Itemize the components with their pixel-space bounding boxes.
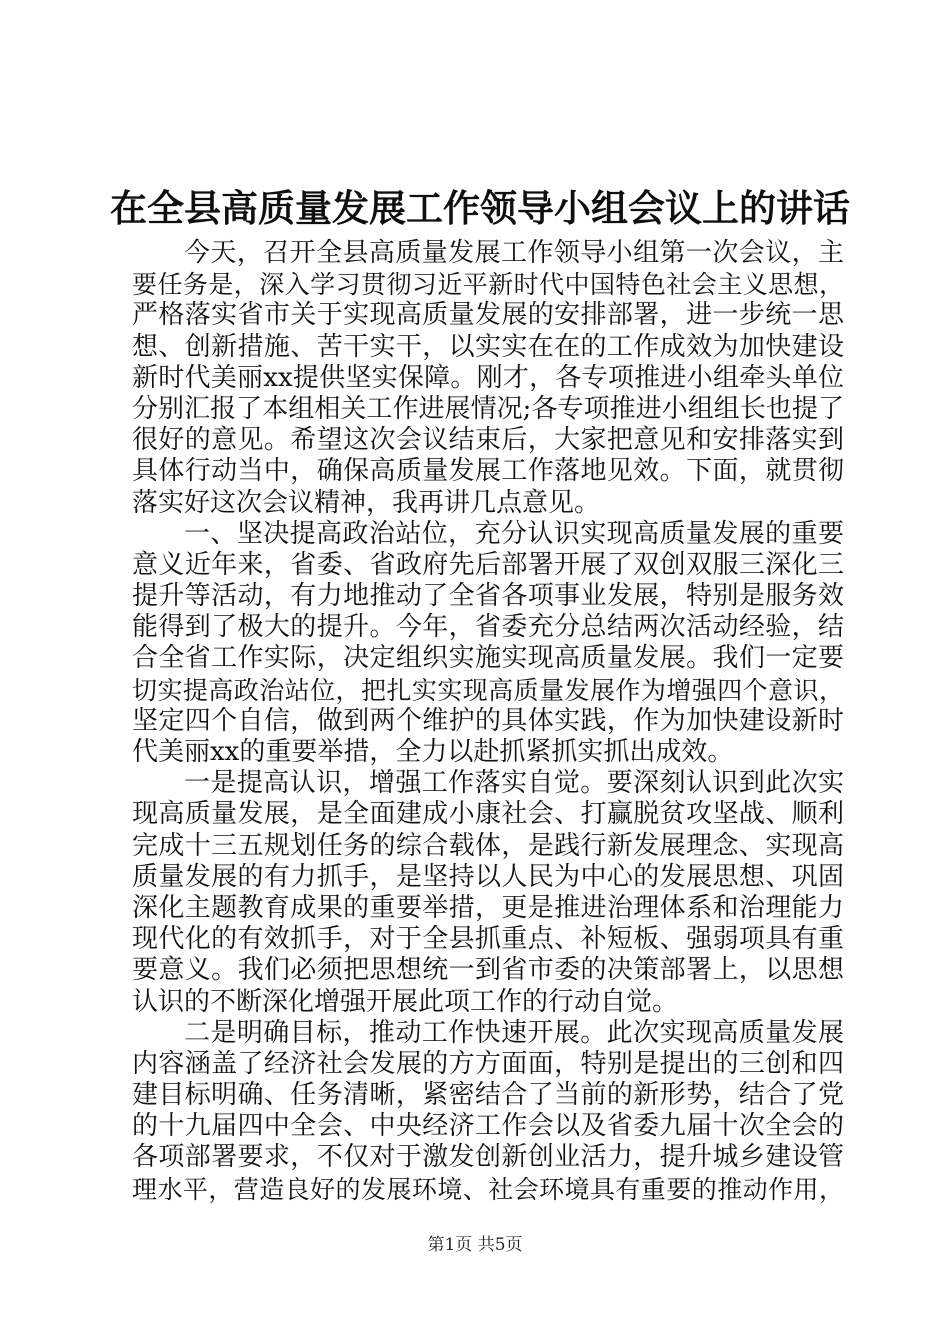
body-line: 各项部署要求，不仅对于激发创新创业活力，提升城乡建设管 [132,1142,844,1173]
body-line: 代美丽xx的重要举措，全力以赴抓紧抓实抓出成效。 [132,737,734,767]
body-line: 能得到了极大的提升。今年，省委充分总结两次活动经验，结 [132,612,844,643]
body-line: 要任务是，深入学习贯彻习近平新时代中国特色社会主义思想， [132,270,844,300]
body-line: 现代化的有效抓手，对于全县抓重点、补短板、强弱项具有重 [132,924,844,955]
document-title: 在全县高质量发展工作领导小组会议上的讲话 [110,187,850,230]
body-line: 想、创新措施、苦干实干，以实实在在的工作成效为加快建设 [132,331,844,362]
body-line: 具体行动当中，确保高质量发展工作落地见效。下面，就贯彻 [132,456,844,487]
body-line: 的十九届四中全会、中央经济工作会以及省委九届十次全会的 [132,1111,844,1142]
body-line: 意义近年来，省委、省政府先后部署开展了双创双服三深化三 [132,549,844,580]
page-footer: 第1页 共5页 [427,1235,523,1255]
body-line: 今天，召开全县高质量发展工作领导小组第一次会议，主 [184,238,844,268]
body-line: 切实提高政治站位，把扎实实现高质量发展作为增强四个意识， [132,675,844,705]
body-line: 分别汇报了本组相关工作进展情况;各专项推进小组组长也提了 [132,393,844,424]
body-line: 坚定四个自信，做到两个维护的具体实践，作为加快建设新时 [132,705,844,736]
body-line: 质量发展的有力抓手，是坚持以人民为中心的发展思想、巩固 [132,861,844,892]
body-line: 建目标明确、任务清晰，紧密结合了当前的新形势，结合了党 [132,1080,844,1111]
body-line: 一、坚决提高政治站位，充分认识实现高质量发展的重要 [184,518,844,549]
body-line: 落实好这次会议精神，我再讲几点意见。 [132,487,601,518]
body-line: 二是明确目标，推动工作快速开展。此次实现高质量发展 [184,1017,844,1048]
body-line: 要意义。我们必须把思想统一到省市委的决策部署上，以思想 [132,955,844,986]
body-line: 一是提高认识，增强工作落实自觉。要深刻认识到此次实 [184,768,844,799]
body-line: 现高质量发展，是全面建成小康社会、打赢脱贫攻坚战、顺利 [132,799,844,830]
document-body [132,238,844,1205]
body-line: 内容涵盖了经济社会发展的方方面面，特别是提出的三创和四 [132,1048,844,1079]
body-line: 严格落实省市关于实现高质量发展的安排部署，进一步统一思 [132,300,844,331]
body-line: 新时代美丽xx提供坚实保障。刚才，各专项推进小组牵头单位 [132,362,844,393]
body-line: 提升等活动，有力地推动了全省各项事业发展，特别是服务效 [132,581,844,612]
body-line: 合全省工作实际，决定组织实施实现高质量发展。我们一定要 [132,643,844,674]
body-line: 深化主题教育成果的重要举措，更是推进治理体系和治理能力 [132,892,844,923]
body-line: 认识的不断深化增强开展此项工作的行动自觉。 [132,986,679,1017]
body-line: 理水平，营造良好的发展环境、社会环境具有重要的推动作用， [132,1174,844,1204]
body-line: 完成十三五规划任务的综合载体，是践行新发展理念、实现高 [132,830,844,861]
body-line: 很好的意见。希望这次会议结束后，大家把意见和安排落实到 [132,425,844,456]
